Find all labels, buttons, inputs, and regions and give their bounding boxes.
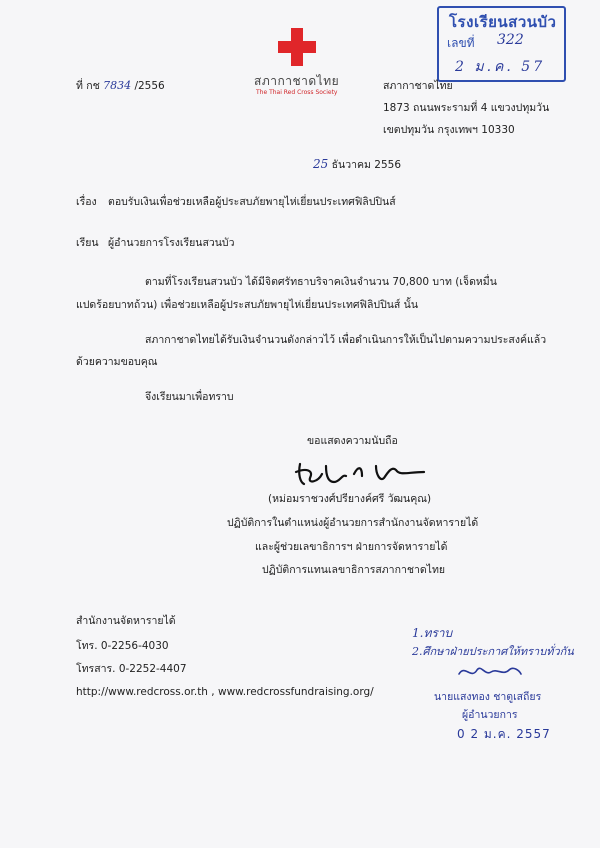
letter-date [313,157,401,172]
handnote-name: นายแสงทอง ชาตูเสถียร [434,691,542,703]
org-name: สภากาชาดไทย [383,80,453,92]
stamp-school: โรงเรียนสวนบัว [449,13,557,31]
director-signature [455,662,525,682]
stamp-receipt-no: 322 [497,32,524,48]
handnote-date: 0 2 ม.ค. 2557 [457,727,551,741]
handnote-position: ผู้อำนวยการ [462,709,518,721]
footer-web: http://www.redcross.or.th , www.redcrossfundraising.org/ [76,686,374,698]
signer-name: (หม่อมราชวงศ์ปรียางค์ศรี วัฒนคุณ) [268,493,432,505]
stamp-receipt-label: เลขที่ [447,36,475,50]
para2-line2: ด้วยความขอบคุณ [76,356,158,368]
footer-office: สำนักงานจัดหารายได้ [76,615,176,627]
ref-prefix: ที่ กช [76,80,100,92]
regards: ขอแสดงความนับถือ [307,435,398,447]
address-line-2: เขตปทุมวัน กรุงเทพฯ 10330 [383,124,515,136]
to-label: เรียน [76,237,99,249]
to-text: ผู้อำนวยการโรงเรียนสวนบัว [108,237,235,249]
signer-title-3: ปฏิบัติการแทนเลขาธิการสภากาชาดไทย [262,564,446,576]
reference-number [76,79,165,93]
logo-thai-text: สภากาชาดไทย [254,74,340,88]
footer-fax: โทรสาร. 0-2252-4407 [76,663,187,675]
ref-no: 7834 [103,79,132,92]
date-day: 25 [313,157,329,171]
signer-title-2: และผู้ช่วยเลขาธิการฯ ฝ่ายการจัดหารายได้ [255,541,448,553]
footer-tel: โทร. 0-2256-4030 [76,640,169,652]
subject-label: เรื่อง [76,196,97,208]
red-cross-logo-icon [278,28,316,66]
subject-text: ตอบรับเงินเพื่อช่วยเหลือผู้ประสบภัยพายุไห่เยี่ยนประเทศฟิลิปปินส์ [108,196,396,208]
logo-english-text: The Thai Red Cross Society [256,89,338,96]
para2-line1: สภากาชาดไทยได้รับเงินจำนวนดังกล่าวไว้ เพื่อดำเนินการให้เป็นไปตามความประสงค์แล้ว [145,334,547,346]
stamp-date: 2 ม.ค. 57 [455,59,546,75]
handnote-line1: 1.ทราบ [412,626,453,640]
para1-line2: แปดร้อยบาทถ้วน) เพื่อช่วยเหลือผู้ประสบภัยพายุไห่เยี่ยนประเทศฟิลิปปินส์ นั้น [76,299,419,311]
closing-note: จึงเรียนมาเพื่อทราบ [145,391,234,403]
date-month-year: ธันวาคม 2556 [331,159,402,171]
handnote-line2: 2.ศึกษาฝ่ายประกาศให้ทราบทั่วกัน [412,645,574,658]
signer-title-1: ปฏิบัติการในตำแหน่งผู้อำนวยการสำนักงานจัดหารายได้ [227,517,479,529]
receipt-stamp [437,6,566,82]
ref-year: /2556 [134,80,165,92]
signature [292,452,432,492]
address-line-1: 1873 ถนนพระรามที่ 4 แขวงปทุมวัน [383,102,550,114]
para1-line1: ตามที่โรงเรียนสวนบัว ได้มีจิตศรัทธาบริจาคเงินจำนวน 70,800 บาท (เจ็ดหมื่น [145,276,497,288]
